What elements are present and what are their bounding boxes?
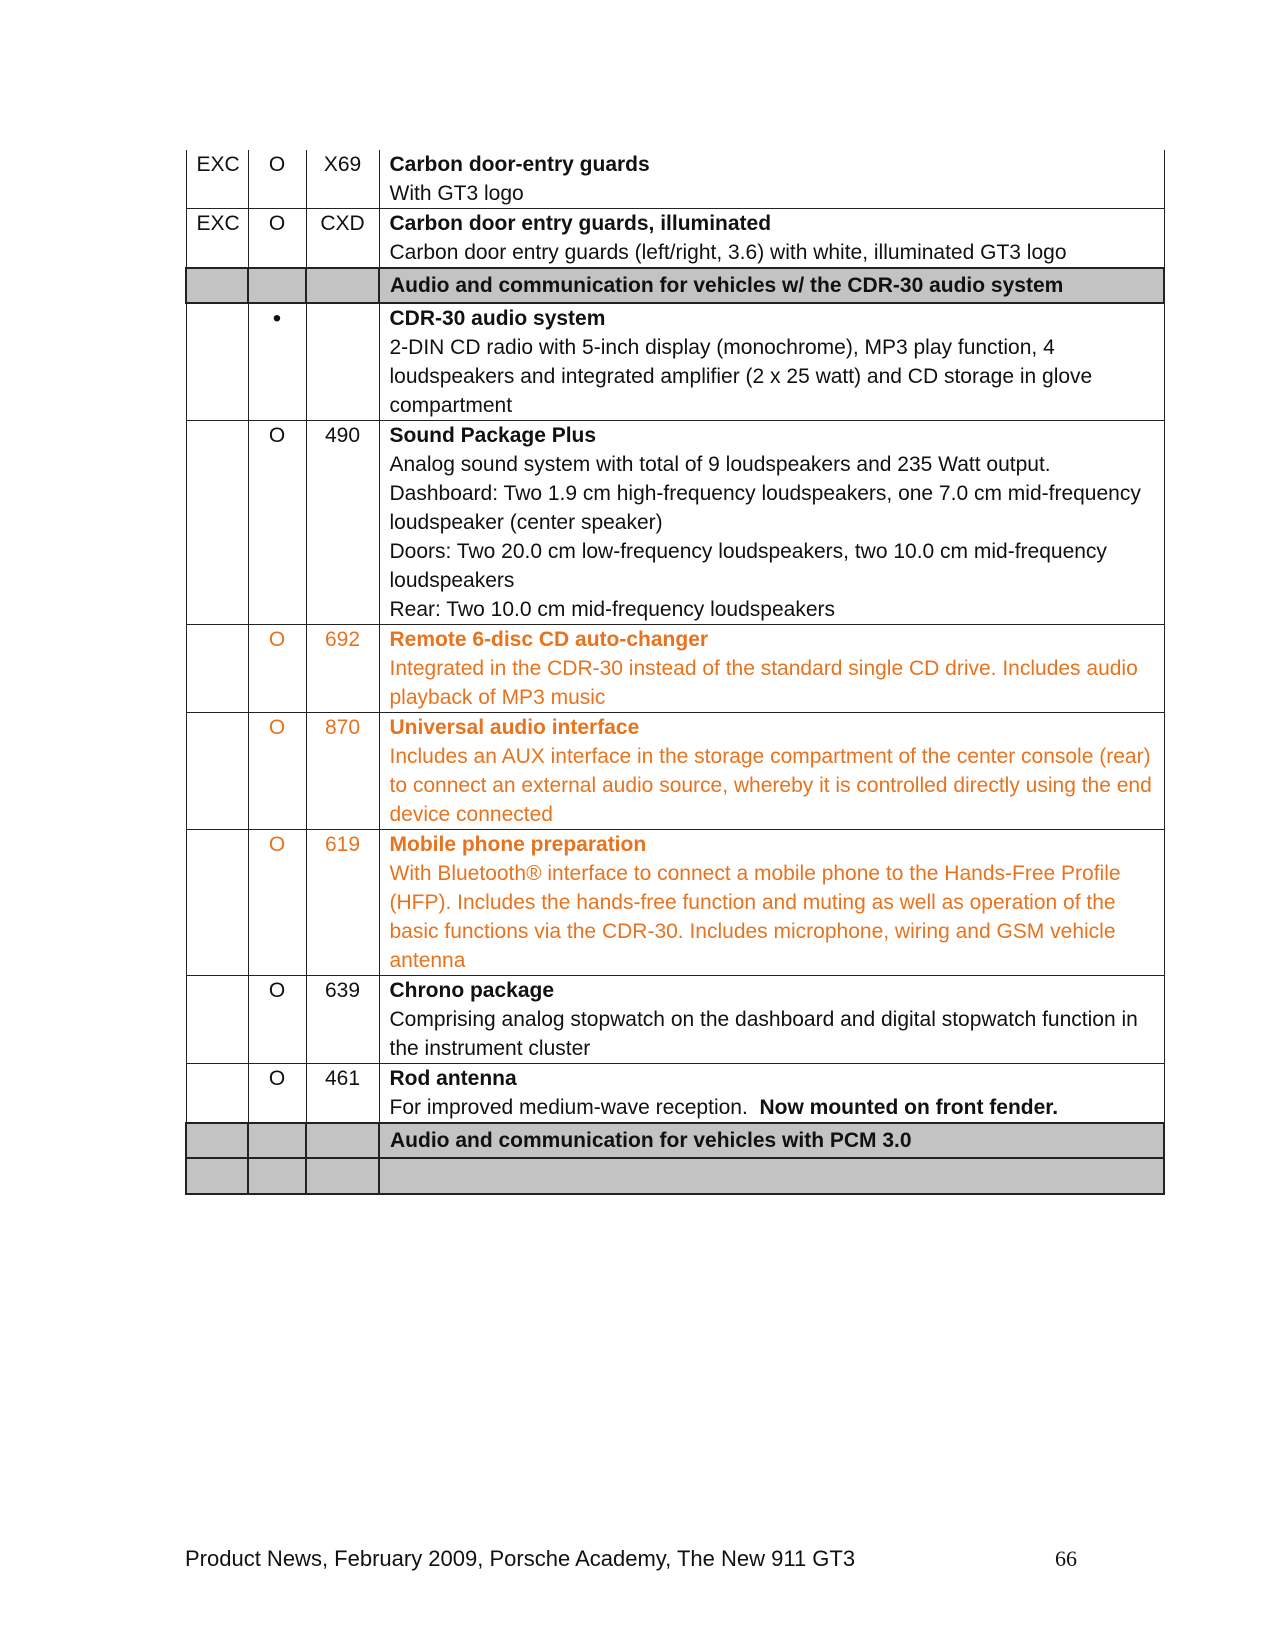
option-description: Carbon door entry guards (left/right, 3.6) with white, illuminated GT3 logo: [389, 241, 1067, 264]
empty-section-row: [186, 1158, 1164, 1194]
description-cell: [379, 830, 1164, 976]
description-cell: [379, 976, 1164, 1064]
option-description: Analog sound system with total of 9 loudspeakers and 235 Watt output.: [389, 453, 1051, 476]
availability-cell: O: [248, 421, 306, 625]
empty-cell: [248, 1158, 306, 1194]
availability-cell: O: [248, 713, 306, 830]
option-title: Mobile phone preparation: [389, 833, 647, 856]
option-code-cell: CXD: [306, 209, 379, 269]
description-cell: [379, 713, 1164, 830]
option-description: Integrated in the CDR-30 instead of the standard single CD drive. Includes audio playback of MP3 music: [389, 657, 1138, 709]
option-description: Includes an AUX interface in the storage compartment of the center console (rear) to connect an external audio source, whereby it is controlled directly using the end device connected: [389, 745, 1152, 826]
option-description: Dashboard: Two 1.9 cm high-frequency loudspeakers, one 7.0 cm mid-frequency loudspeaker (center speaker): [389, 482, 1141, 534]
section-title-cell: [379, 268, 1164, 303]
option-row: [186, 713, 1164, 830]
section-blank-cell: [186, 268, 248, 303]
option-description: [390, 1093, 1154, 1122]
empty-cell: [186, 1158, 248, 1194]
option-row: [186, 976, 1164, 1064]
option-row: [186, 150, 1164, 209]
section-title-cell: [379, 1123, 1164, 1158]
option-code-cell: 619: [306, 830, 379, 976]
page-number: 66: [1055, 1546, 1077, 1571]
option-code-cell: 461: [306, 1064, 379, 1124]
section-header-row: [186, 268, 1164, 303]
availability-cell: O: [248, 150, 306, 209]
footer-text: Product News, February 2009, Porsche Academy, The New 911 GT3: [185, 1546, 856, 1571]
section-blank-cell: [306, 268, 379, 303]
option-description: Comprising analog stopwatch on the dashboard and digital stopwatch function in the instrument cluster: [389, 1008, 1138, 1060]
equipment-type-cell: EXC: [186, 150, 248, 209]
option-code-cell: 639: [306, 976, 379, 1064]
option-row: [186, 421, 1164, 625]
section-blank-cell: [248, 268, 306, 303]
option-row: [186, 1064, 1164, 1124]
option-title: Chrono package: [389, 979, 555, 1002]
equipment-type-cell: [186, 303, 248, 421]
empty-cell: [306, 1158, 379, 1194]
description-plain: For improved medium-wave reception.: [389, 1096, 748, 1119]
option-row: [186, 830, 1164, 976]
option-row: [186, 209, 1164, 269]
option-title: Rod antenna: [389, 1067, 517, 1090]
option-description: 2-DIN CD radio with 5-inch display (monochrome), MP3 play function, 4 loudspeakers and integrated amplifier (2 x 25 watt) and CD storage in glove compartment: [389, 336, 1093, 417]
option-title: Remote 6-disc CD auto-changer: [389, 628, 709, 651]
option-title: Sound Package Plus: [389, 424, 597, 447]
equipment-type-cell: [186, 421, 248, 625]
section-header-row: [186, 1123, 1164, 1158]
section-title: Audio and communication for vehicles with PCM 3.0: [390, 1129, 912, 1152]
equipment-type-cell: EXC: [186, 209, 248, 269]
equipment-type-cell: [186, 713, 248, 830]
availability-cell: O: [248, 830, 306, 976]
options-table: [185, 150, 1165, 1195]
description-cell: [379, 1064, 1164, 1124]
description-cell: [379, 150, 1164, 209]
option-title: Universal audio interface: [389, 716, 640, 739]
option-description: Doors: Two 20.0 cm low-frequency loudspeakers, two 10.0 cm mid-frequency loudspeakers: [389, 540, 1107, 592]
description-cell: [379, 303, 1164, 421]
section-blank-cell: [306, 1123, 379, 1158]
equipment-type-cell: [186, 1064, 248, 1124]
option-row: [186, 625, 1164, 713]
option-title: Carbon door-entry guards: [389, 153, 650, 176]
option-title: CDR-30 audio system: [389, 307, 606, 330]
option-description: Rear: Two 10.0 cm mid-frequency loudspeakers: [389, 598, 835, 621]
availability-cell: •: [248, 303, 306, 421]
description-cell: [379, 209, 1164, 269]
availability-cell: O: [248, 1064, 306, 1124]
empty-cell: [379, 1158, 1164, 1194]
option-code-cell: 692: [306, 625, 379, 713]
section-blank-cell: [186, 1123, 248, 1158]
option-code-cell: 490: [306, 421, 379, 625]
equipment-type-cell: [186, 625, 248, 713]
equipment-type-cell: [186, 830, 248, 976]
option-description: With Bluetooth® interface to connect a mobile phone to the Hands-Free Profile (HFP). Includes the hands-free function and muting as well as operation of the basic functions via the CDR-30. Includes microphone, wiring and GSM vehicle antenna: [389, 862, 1121, 972]
option-code-cell: 870: [306, 713, 379, 830]
description-cell: [379, 421, 1164, 625]
section-title: Audio and communication for vehicles w/ the CDR-30 audio system: [390, 274, 1064, 297]
option-row: [186, 303, 1164, 421]
option-description: With GT3 logo: [389, 182, 524, 205]
section-blank-cell: [248, 1123, 306, 1158]
description-cell: [379, 625, 1164, 713]
availability-cell: O: [248, 209, 306, 269]
option-title: Carbon door entry guards, illuminated: [389, 212, 772, 235]
availability-cell: O: [248, 625, 306, 713]
equipment-type-cell: [186, 976, 248, 1064]
description-emphasis: Now mounted on front fender.: [759, 1096, 1059, 1119]
availability-cell: O: [248, 976, 306, 1064]
option-code-cell: [306, 303, 379, 421]
option-code-cell: X69: [306, 150, 379, 209]
